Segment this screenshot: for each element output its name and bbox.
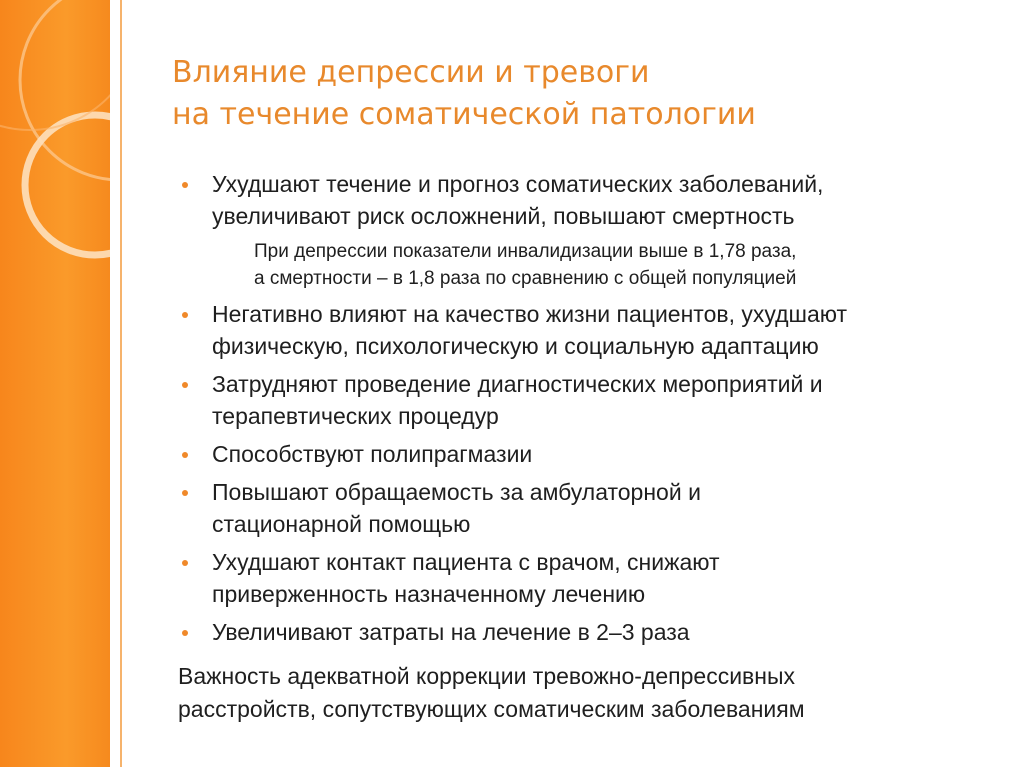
decorative-rule (120, 0, 122, 767)
sub-note-line: а смертности – в 1,8 раза по сравнению с общей популяцией (254, 268, 797, 289)
sub-note-line: При депрессии показатели инвалидизации выше в 1,78 раза, (254, 241, 797, 262)
decorative-circles-graphic (0, 0, 110, 767)
bullet-item-quality-of-life (178, 298, 998, 362)
slide-content (178, 168, 998, 726)
sub-note-disability (178, 238, 998, 292)
slide-title-line-2: на течение соматической патологии (172, 97, 756, 132)
slide-title (172, 52, 972, 136)
bullet-text-line: приверженность назначенному лечению (212, 581, 646, 607)
bullet-dot-icon (182, 630, 188, 636)
bullet-text-line: физическую, психологическую и социальную адаптацию (212, 333, 819, 359)
conclusion-line: расстройств, сопутствующих соматическим заболеваниям (178, 696, 805, 722)
bullet-item-diagnostics (178, 368, 998, 432)
bullet-item-doctor-contact (178, 546, 998, 610)
bullet-dot-icon (182, 182, 188, 188)
bullet-item-prognosis (178, 168, 998, 232)
conclusion-line: Важность адекватной коррекции тревожно-депрессивных (178, 663, 796, 689)
conclusion-text (178, 660, 998, 726)
bullet-item-polypharmacy (178, 438, 998, 470)
bullet-text-line: Затрудняют проведение диагностических мероприятий и (212, 371, 823, 397)
bullet-dot-icon (182, 452, 188, 458)
bullet-dot-icon (182, 312, 188, 318)
bullet-text-line: Повышают обращаемость за амбулаторной и (212, 479, 701, 505)
bullet-dot-icon (182, 490, 188, 496)
decorative-side-bar (0, 0, 110, 767)
bullet-text-line: Способствуют полипрагмазии (212, 441, 533, 467)
bullet-item-care-utilization (178, 476, 998, 540)
bullet-dot-icon (182, 382, 188, 388)
bullet-text-line: стационарной помощью (212, 511, 471, 537)
bullet-text-line: Негативно влияют на качество жизни пациентов, ухудшают (212, 301, 848, 327)
bullet-dot-icon (182, 560, 188, 566)
bullet-item-treatment-costs (178, 616, 998, 648)
bullet-list (178, 168, 998, 648)
bullet-text-line: увеличивают риск осложнений, повышают смертность (212, 203, 795, 229)
bullet-text-line: Ухудшают контакт пациента с врачом, снижают (212, 549, 720, 575)
bullet-text-line: Ухудшают течение и прогноз соматических заболеваний, (212, 171, 824, 197)
slide-title-line-1: Влияние депрессии и тревоги (172, 55, 650, 90)
bullet-text-line: Увеличивают затраты на лечение в 2–3 раза (212, 619, 690, 645)
bullet-text-line: терапевтических процедур (212, 403, 499, 429)
